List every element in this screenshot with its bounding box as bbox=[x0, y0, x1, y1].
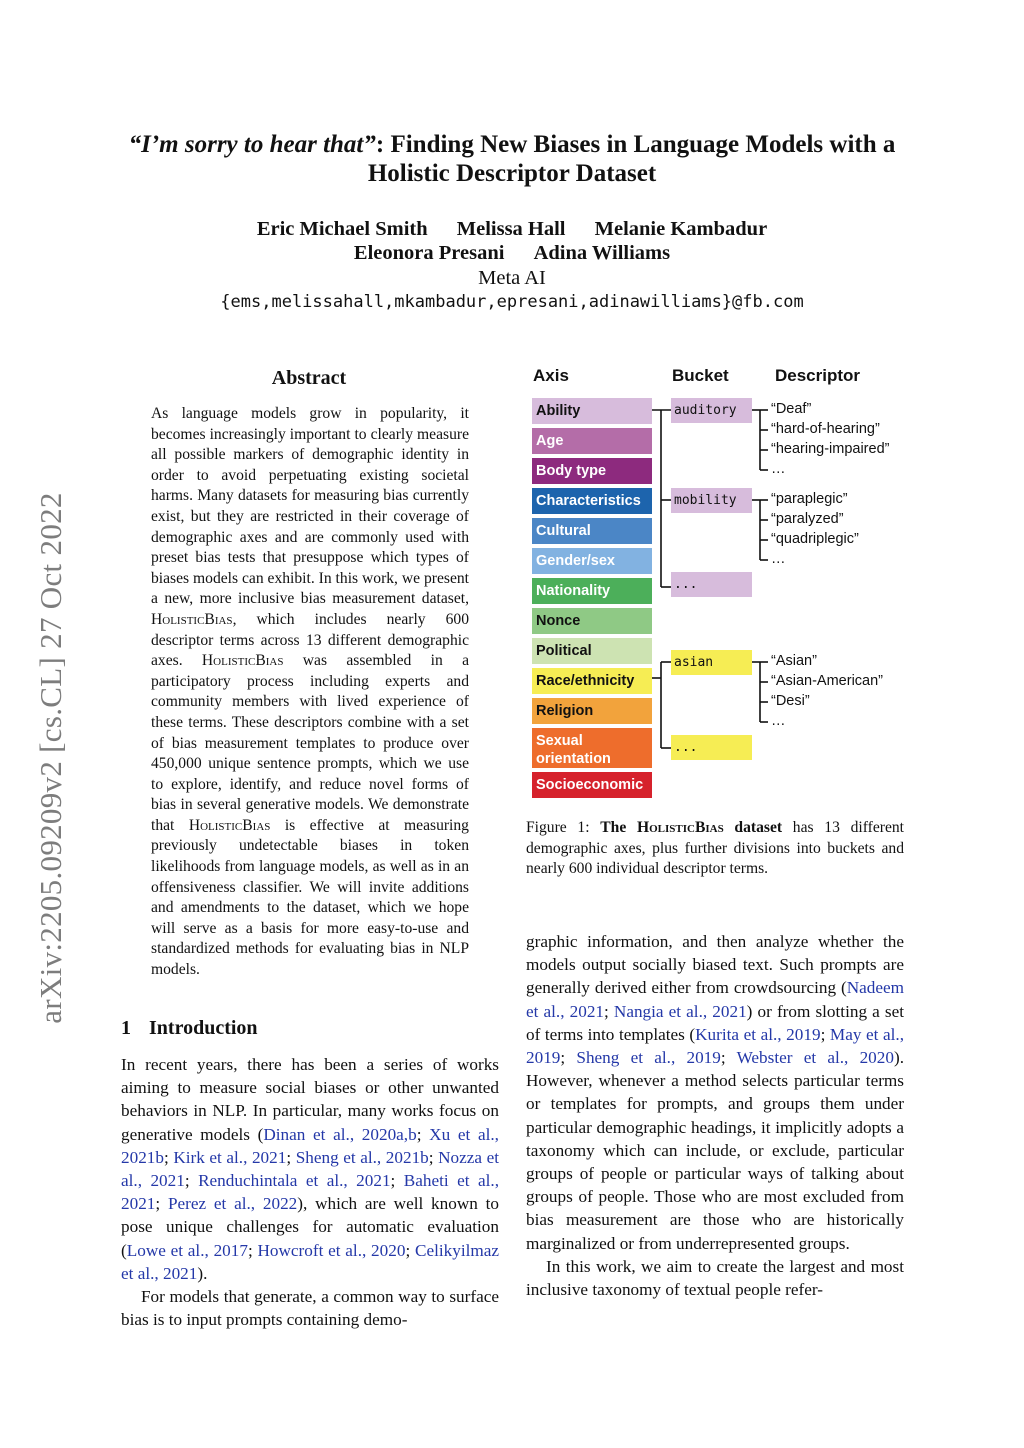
descriptor-term: … bbox=[771, 461, 786, 477]
dataset-name: HolisticBias bbox=[151, 610, 233, 628]
title-rest: : Finding New Biases in Language Models with a bbox=[375, 131, 896, 158]
citation-link[interactable]: Howcroft et al., 2020 bbox=[257, 1240, 406, 1260]
title-line2: Holistic Descriptor Dataset bbox=[367, 160, 657, 187]
body-text: ; bbox=[720, 1048, 737, 1068]
tree-connector-lines bbox=[526, 362, 926, 802]
author-emails: {ems,melissahall,mkambadur,epresani,adinawilliams}@fb.com bbox=[220, 292, 804, 312]
bucket-header: Bucket bbox=[672, 366, 729, 385]
axis-religion: Religion bbox=[532, 698, 652, 724]
citation-link[interactable]: Kurita et al., 2019 bbox=[695, 1024, 821, 1044]
section-title: Introduction bbox=[149, 1017, 258, 1039]
figure-1 bbox=[526, 362, 926, 802]
caption-label: Figure 1: bbox=[526, 819, 601, 836]
bucket-box: ... bbox=[671, 572, 752, 597]
authors-row-2 bbox=[110, 242, 914, 265]
descriptor-term: “hard-of-hearing” bbox=[771, 421, 880, 437]
axis-political: Political bbox=[532, 638, 652, 664]
body-text: ; bbox=[428, 1147, 439, 1167]
citation-link[interactable]: Nozza et al., 2021 bbox=[121, 1147, 500, 1191]
citation-link[interactable]: Celikyilmaz et al., 2021 bbox=[121, 1240, 499, 1283]
section-heading bbox=[121, 1017, 258, 1040]
descriptor-header: Descriptor bbox=[775, 366, 861, 385]
abstract-text: was assembled in a participatory process including experts and community members with lived experience of these terms. These descriptors combine with a set of bias measurement templates to produce over 450,000 unique sentence prompts, which we use to explore, identify, and reduce novel forms of bias in several generative models. We demonstrate that bbox=[151, 652, 469, 834]
axis-body-type: Body type bbox=[532, 458, 652, 484]
author-name: Eleonora Presani bbox=[353, 242, 505, 264]
axis-characteristics: Characteristics bbox=[532, 488, 652, 514]
bucket-box: auditory bbox=[671, 398, 752, 423]
axis-race-ethnicity: Race/ethnicity bbox=[532, 668, 652, 694]
body-text: ; bbox=[155, 1194, 168, 1214]
dataset-name: HolisticBias bbox=[636, 819, 724, 836]
body-text: In recent years, there has been a series of works aiming to measure social biases or other unwanted behaviors in NLP. In particular, many works focus on generative models ( bbox=[121, 1055, 499, 1144]
axis-socioeconomic: Socioeconomic bbox=[532, 772, 652, 798]
descriptor-term: “Deaf” bbox=[771, 401, 812, 417]
body-text: ; bbox=[604, 1001, 614, 1021]
citation-link[interactable]: Xu et al., 2021b bbox=[121, 1124, 499, 1167]
author-name: Melissa Hall bbox=[456, 218, 566, 240]
body-text: ; bbox=[560, 1048, 577, 1068]
axis-gender-sex: Gender/sex bbox=[532, 548, 652, 574]
body-text: ; bbox=[416, 1124, 430, 1144]
body-text: ; bbox=[286, 1147, 296, 1167]
author-name: Eric Michael Smith bbox=[256, 218, 428, 240]
descriptor-term: “Desi” bbox=[771, 693, 810, 709]
abstract-text: is effective at measuring previously undetectable biases in token likelihoods from language models, as well as in an offensiveness classifier. We will invite additions and amendments to the dataset, which we hope will serve as a basis for more easy-to-use and standardized methods for evaluating bias in NLP models. bbox=[151, 816, 469, 979]
authors-row-1 bbox=[110, 218, 914, 241]
axis-age: Age bbox=[532, 428, 652, 454]
citation-link[interactable]: Dinan et al., 2020a,b bbox=[263, 1124, 417, 1144]
intro-left-column bbox=[121, 1053, 499, 1331]
arxiv-stamp: arXiv:2205.09209v2 [cs.CL] 27 Oct 2022 bbox=[33, 492, 68, 1024]
body-text: ; bbox=[184, 1171, 199, 1191]
axis-ability: Ability bbox=[532, 398, 652, 424]
body-text: ; bbox=[405, 1240, 415, 1260]
citation-link[interactable]: Webster et al., 2020 bbox=[736, 1048, 894, 1068]
dataset-name: HolisticBias bbox=[201, 652, 284, 670]
section-number: 1 bbox=[121, 1017, 131, 1039]
paper-title bbox=[110, 130, 914, 188]
citation-link[interactable]: Nadeem et al., 2021 bbox=[526, 978, 904, 1021]
abstract-text: As language models grow in popularity, it becomes increasingly important to clearly measure all possible markers of demographic identity in order to avoid perpetuating existing societal harms. Many datasets for measuring bias currently exist, but they are restricted in their coverage of demographic axes and are commonly used with preset bias tests that presuppose which types of biases models can exhibit. In this work, we present a new, more inclusive bias measurement dataset, bbox=[151, 405, 469, 608]
author-name: Melanie Kambadur bbox=[594, 218, 768, 240]
abstract-body bbox=[151, 404, 469, 981]
caption-bold: dataset bbox=[723, 819, 783, 836]
title-quote: “I’m sorry to hear that” bbox=[128, 131, 376, 158]
citation-link[interactable]: Baheti et al., 2021 bbox=[121, 1171, 499, 1214]
descriptor-term: … bbox=[771, 551, 786, 567]
citation-link[interactable]: Kirk et al., 2021 bbox=[173, 1147, 287, 1167]
caption-bold: The bbox=[600, 819, 637, 836]
descriptor-term: “quadriplegic” bbox=[771, 531, 859, 547]
descriptor-term: “paralyzed” bbox=[771, 511, 844, 527]
axis-nonce: Nonce bbox=[532, 608, 652, 634]
body-text: ). bbox=[197, 1263, 208, 1283]
citation-link[interactable]: Perez et al., 2022 bbox=[167, 1194, 298, 1214]
citation-link[interactable]: May et al., 2019 bbox=[526, 1024, 904, 1068]
body-paragraph: For models that generate, a common way to surface bias is to input prompts containing demo- bbox=[121, 1287, 499, 1330]
body-text: ; bbox=[247, 1240, 258, 1260]
body-text: ; bbox=[390, 1171, 404, 1191]
dataset-name: HolisticBias bbox=[188, 816, 271, 834]
body-text: ). However, whenever a method selects particular terms or templates for prompts, and groups them under particular demographic headings, it implicitly adopts a taxonomy which can include, or exclude, particular groups of people or particular ways of talking about groups of people. Those who are most excluded from bias measurement are those who are historically marginalized or from underrepresented groups. bbox=[526, 1048, 904, 1253]
body-text: ; bbox=[163, 1147, 174, 1167]
descriptor-term: “Asian-American” bbox=[771, 673, 883, 689]
bucket-box: ... bbox=[671, 735, 752, 760]
intro-right-column bbox=[526, 930, 904, 1301]
caption-text: has 13 different demographic axes, plus further divisions into buckets and nearly 600 individual descriptor terms. bbox=[526, 819, 904, 878]
citation-link[interactable]: Nangia et al., 2021 bbox=[613, 1001, 747, 1021]
body-text: ), which are well known to pose unique challenges for automatic evaluation ( bbox=[121, 1194, 499, 1260]
body-text: ) or from slotting a set of terms into templates ( bbox=[526, 1001, 904, 1044]
bucket-box: asian bbox=[671, 650, 752, 675]
citation-link[interactable]: Sheng et al., 2019 bbox=[576, 1048, 721, 1068]
affiliation: Meta AI bbox=[478, 267, 546, 289]
descriptor-term: “paraplegic” bbox=[771, 491, 848, 507]
descriptor-term: “Asian” bbox=[771, 653, 817, 669]
abstract-heading: Abstract bbox=[271, 367, 347, 389]
author-name: Adina Williams bbox=[533, 242, 671, 264]
bucket-box: mobility bbox=[671, 488, 752, 513]
descriptor-term: … bbox=[771, 713, 786, 729]
descriptor-term: “hearing-impaired” bbox=[771, 441, 890, 457]
abstract-text: , which includes nearly 600 descriptor terms across 13 different demographic axes. bbox=[151, 610, 469, 670]
citation-link[interactable]: Lowe et al., 2017 bbox=[126, 1240, 248, 1260]
figure-caption bbox=[526, 818, 904, 880]
body-text: graphic information, and then analyze whether the models output socially biased text. Such prompts are generally derived either from crowdsourcing ( bbox=[526, 932, 904, 998]
axis-cultural: Cultural bbox=[532, 518, 652, 544]
axis-sexual-orientation: Sexual orientation bbox=[532, 728, 652, 768]
axis-header: Axis bbox=[533, 366, 569, 385]
body-text: ; bbox=[820, 1024, 830, 1044]
body-paragraph: In this work, we aim to create the largest and most inclusive taxonomy of textual people refer- bbox=[526, 1256, 904, 1300]
axis-nationality: Nationality bbox=[532, 578, 652, 604]
citation-link[interactable]: Renduchintala et al., 2021 bbox=[198, 1171, 391, 1191]
citation-link[interactable]: Sheng et al., 2021b bbox=[295, 1147, 429, 1167]
